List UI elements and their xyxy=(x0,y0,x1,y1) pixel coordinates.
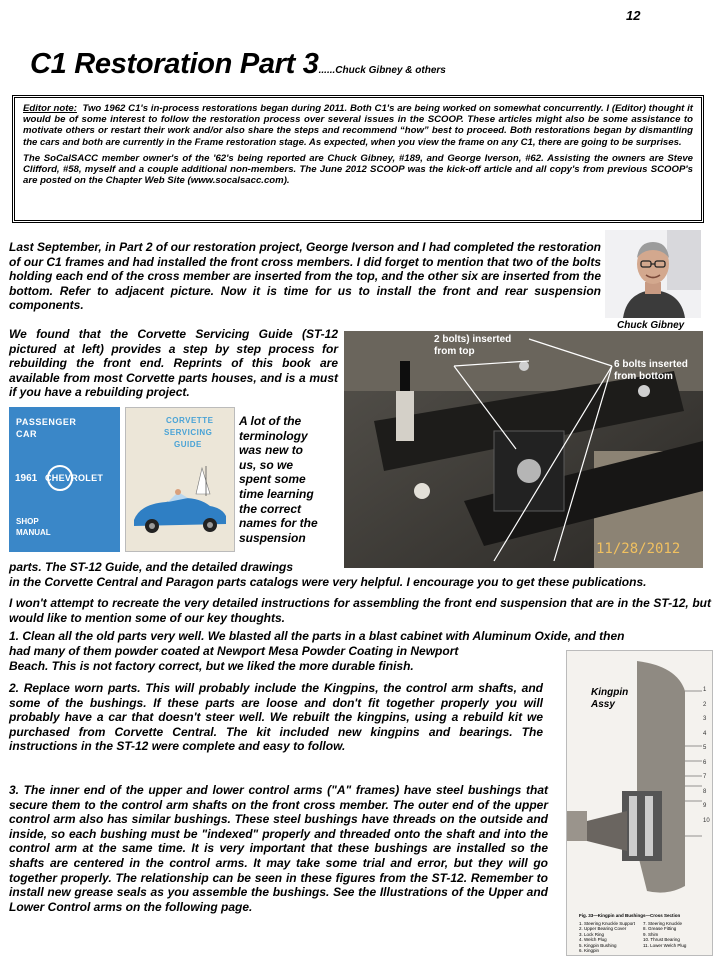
terminology-line: A lot of the xyxy=(239,414,302,428)
manual-brand: CHEVROLET xyxy=(45,473,104,483)
article-title xyxy=(30,48,446,81)
legend-item: 8. Grease Fitting xyxy=(643,926,677,932)
portrait-caption: Chuck Gibney xyxy=(617,320,685,331)
photo-label-top: 2 bolts) inserted from top xyxy=(434,334,512,357)
editor-note-paragraph-2: The SoCalSACC member owner's of the '62's being reported are Chuck Gibney, #189, and George Iverson, #62. Assisting the owners are Steve Clifford, #58, myself and a couple additional non-members. The June 2012 SCOOP was the kick-off article and all copy's from previous SCOOP's are posted on the Chapter Web Site (www.socalsacc.com). xyxy=(23,152,693,187)
shop-manual-cover xyxy=(9,407,120,552)
servicing-guide-paragraph: We found that the Corvette Servicing Guide (ST-12 pictured at left) provides a step by step process for rebuilding the front end. Reprints of this book are available from most Corvette parts houses, and is a must if you have a rebuilding project. xyxy=(9,327,338,400)
terminology-line: spent some xyxy=(239,472,306,487)
callout-number: 3 xyxy=(703,716,707,722)
guide-line3: GUIDE xyxy=(174,440,202,449)
intro-paragraph: Last September, in Part 2 of our restoration project, George Iverson and I had completed the restoration of our C1 frames and had installed the front cross members. I did forget to mention that two of the bolts holding each end of the cross member are inserted from the top, and the other six are inserted from the bottom. Refer to adjacent picture. Now it is time for us to install the front and rear suspension components. xyxy=(9,240,601,313)
kingpin-fig-caption: Fig. 33—Kingpin and Bushings—Cross Section xyxy=(579,913,681,918)
terminology-line: us, so we xyxy=(239,457,294,472)
step3-paragraph: 3. The inner end of the upper and lower control arms ("A" frames) have steel bushings that secure them to the control arm shafts on the front cross member. The outer end of the upper control arm also has similar bushings. These steel bushings have threads on the outside and inside, so each bushing must be "indexed" properly and threaded onto the shaft and into the control arm at the same time. It is very important that these bushings are installed so the shafts are centered in the control arms. It may take some trial and error, but they will go together properly. The relationship can be seen in these figures from the ST-12. Remember to install new grease seals as you assemble the bushings. See the Illustrations of the Upper and Lower Control arms on the following page. xyxy=(9,783,548,914)
callout-number: 10 xyxy=(703,817,710,824)
portrait-photo xyxy=(605,230,701,318)
title-text: C1 Restoration Part 3 xyxy=(30,48,319,80)
terminology-line: time learning xyxy=(239,486,314,501)
manual-line1: PASSENGER xyxy=(16,417,77,427)
terminology-line: terminology xyxy=(239,428,308,443)
no-recreate-paragraph: I won't attempt to recreate the very detailed instructions for assembling the front end suspension that are in the ST-12, but would like to mention some of our key thoughts. xyxy=(9,596,711,625)
manual-line3: SHOP xyxy=(16,517,39,526)
legend-item: 4. Welch Plug xyxy=(579,937,607,943)
step1-line: 1. Clean all the old parts very well. We blasted all the parts in a blast cabinet with Aluminum Oxide, and then xyxy=(9,629,625,643)
manual-line2: CAR xyxy=(16,429,37,439)
portrait-image xyxy=(605,230,701,318)
editor-note-box xyxy=(12,95,704,223)
terminology-column xyxy=(239,414,345,545)
terminology-line: was new to xyxy=(239,443,304,458)
kingpin-legend-col1 xyxy=(579,921,641,953)
step1-rest: had many of them powder coated at Newport Mesa Powder Coating in Newport Beach. This is not factory correct, but we liked the more durable finish. xyxy=(9,644,459,673)
callout-number: 5 xyxy=(703,745,707,751)
callout-number: 7 xyxy=(703,774,707,780)
kingpin-legend-col2 xyxy=(643,921,709,948)
photo-date-stamp: 11/28/2012 xyxy=(596,541,681,557)
legend-item: 6. Kingpin xyxy=(579,948,600,954)
legend-item: 9. Shim xyxy=(643,931,659,937)
kingpin-drawing xyxy=(567,651,712,901)
kingpin-callout-numbers xyxy=(703,683,710,828)
terminology-line: names for the xyxy=(239,516,318,531)
step2-paragraph: 2. Replace worn parts. This will probably include the Kingpins, the control arm shafts, and some of the bushings. If these parts are loose and don't fit together properly you will probably have a car that doesn't steer well. We rebuilt the kingpins, using a rebuild kit we purchased from Corvette Central. The kit included new kingpins and bearings. The instructions in the ST-12 were complete and easy to follow. xyxy=(9,681,543,754)
manual-line4: MANUAL xyxy=(16,528,51,537)
kingpin-label: Kingpin Assy xyxy=(591,687,629,710)
callout-number: 6 xyxy=(703,759,707,766)
photo-label-bottom: 6 bolts inserted from bottom xyxy=(614,359,688,382)
editor-note-paragraph-1 xyxy=(23,103,693,148)
guide-line1: CORVETTE xyxy=(166,416,214,425)
callout-number: 9 xyxy=(703,803,707,809)
legend-item: 7. Steering Knuckle xyxy=(643,921,683,926)
callout-number: 8 xyxy=(703,788,707,795)
parts-line: parts. The ST-12 Guide, and the detailed drawings xyxy=(9,560,294,574)
corvette-car-icon xyxy=(126,408,234,551)
callout-number: 2 xyxy=(703,701,707,708)
terminology-line: the correct xyxy=(239,501,302,516)
servicing-guide-cover xyxy=(125,407,235,552)
catalog-line: in the Corvette Central and Paragon parts catalogs were very helpful. I encourage you to get these publications. xyxy=(9,575,647,589)
legend-item: 2. Upper Bearing Cover xyxy=(579,926,627,932)
editor-note-text-1: Two 1962 C1's in-process restorations began during 2011. Both C1's are being worked on somewhat concurrently. I (Editor) thought it would be of some interest to follow the restoration process over several issues in the SCOOP. These articles might also be some assistance to motivate others or restart their work and/or also share the steps and recommend “how” best to proceed. Both restorations began by dismantling the cars and both are currently in the Frame restoration stage. As expected, when you view the frame on any C1, there are going to be surprises. xyxy=(23,103,693,148)
legend-item: 1. Steering Knuckle Support xyxy=(579,921,636,926)
manual-year: 1961 xyxy=(15,473,38,484)
callout-number: 4 xyxy=(703,730,707,737)
legend-item: 10. Thrust Bearing xyxy=(643,937,680,943)
callout-number: 1 xyxy=(703,687,707,693)
frame-photo xyxy=(344,331,703,568)
kingpin-figure xyxy=(566,650,713,956)
legend-item: 11. Lower Welch Plug xyxy=(643,942,687,948)
page-number: 12 xyxy=(626,8,641,23)
guide-line2: SERVICING xyxy=(164,428,213,437)
editor-note-label: Editor note: xyxy=(23,103,77,114)
legend-item: 3. Lock Ring xyxy=(579,931,605,937)
legend-item: 5. Kingpin Bushing xyxy=(579,942,617,948)
byline: ......Chuck Gibney & others xyxy=(318,65,446,76)
terminology-line: suspension xyxy=(239,530,306,545)
